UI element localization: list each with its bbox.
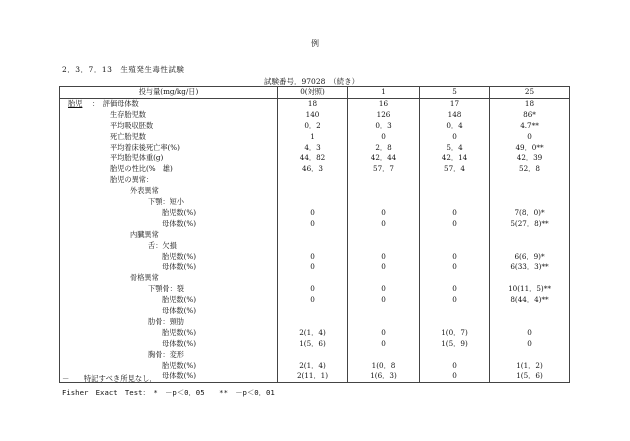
value-cell: 0 (420, 262, 490, 273)
footnote-no-findings: － 特記すべき所見なし． (62, 374, 157, 383)
value-cell: 4.7** (490, 121, 570, 132)
header-dose-25: 25 (490, 87, 570, 99)
value-cell: 46．3 (278, 164, 348, 175)
row-label-cell (60, 208, 278, 219)
table-row (60, 98, 570, 109)
value-cell: 0 (278, 284, 348, 295)
value-cell (348, 350, 420, 361)
row-label: 死亡胎児数 (110, 131, 146, 141)
value-cell: 0 (348, 262, 420, 273)
value-cell (420, 186, 490, 197)
row-label-cell (60, 295, 278, 306)
value-cell: 16 (348, 98, 420, 109)
row-label: 肋骨：頸肋 (148, 316, 184, 326)
row-label-cell (60, 164, 278, 175)
value-cell: 10(11．5)** (490, 284, 570, 295)
table-row (60, 219, 570, 230)
row-label: 内臓異常 (130, 229, 159, 239)
value-cell (278, 350, 348, 361)
value-cell: 1(5．9) (420, 339, 490, 350)
value-cell: 49．0** (490, 143, 570, 154)
value-cell (278, 230, 348, 241)
value-cell: 0 (490, 132, 570, 143)
table-row (60, 361, 570, 372)
row-label-cell (60, 339, 278, 350)
value-cell (490, 230, 570, 241)
value-cell (420, 273, 490, 284)
table-row (60, 121, 570, 132)
value-cell (278, 306, 348, 317)
header-dose-1: 1 (348, 87, 420, 99)
value-cell: 0 (348, 328, 420, 339)
table-row (60, 262, 570, 273)
table-row (60, 295, 570, 306)
value-cell (490, 175, 570, 186)
value-cell (490, 306, 570, 317)
value-cell (420, 306, 490, 317)
value-cell (490, 241, 570, 252)
table-row (60, 273, 570, 284)
header-control: 0(対照) (278, 87, 348, 99)
value-cell: 0 (420, 361, 490, 372)
section-title: 2．3．7．13 生殖発生毒性試験 (62, 65, 185, 74)
value-cell: 0 (420, 208, 490, 219)
row-label: 舌：欠損 (148, 240, 177, 250)
row-label-cell (60, 175, 278, 186)
value-cell: 0 (348, 284, 420, 295)
value-cell: 0 (278, 262, 348, 273)
value-cell: 2(11．1) (278, 371, 348, 382)
table-row (60, 252, 570, 263)
row-label: 生存胎児数 (110, 109, 146, 119)
value-cell (490, 197, 570, 208)
table-row (60, 284, 570, 295)
value-cell: 0 (278, 295, 348, 306)
row-label-cell (60, 241, 278, 252)
row-label-cell (60, 230, 278, 241)
table-row (60, 208, 570, 219)
value-cell (490, 350, 570, 361)
row-label-cell (60, 350, 278, 361)
row-label: 下顎：短小 (148, 197, 184, 207)
value-cell: 1(5．6) (490, 371, 570, 382)
value-cell: 0．3 (348, 121, 420, 132)
value-cell: 1(0．7) (420, 328, 490, 339)
row-label: 胸骨：変形 (148, 349, 184, 359)
value-cell: 0 (348, 339, 420, 350)
value-cell: 0 (420, 132, 490, 143)
table-row (60, 306, 570, 317)
row-label: 平均胎児体重(g) (110, 153, 164, 163)
value-cell (348, 241, 420, 252)
value-cell (420, 317, 490, 328)
table-header-row (60, 87, 570, 99)
value-cell: 0 (348, 132, 420, 143)
row-label-cell (60, 143, 278, 154)
row-label-cell (60, 317, 278, 328)
footnote-statistics: Fisher Exact Test： * －p＜0．05 ** －p＜0．01 (62, 388, 275, 397)
table-row (60, 175, 570, 186)
row-label: 母体数(%) (162, 306, 197, 316)
row-label: 胎児数(%) (162, 295, 197, 305)
row-label-cell (60, 219, 278, 230)
row-label: 母体数(%) (162, 371, 197, 381)
value-cell: 0 (490, 328, 570, 339)
row-label-cell (60, 284, 278, 295)
row-label-cell (60, 273, 278, 284)
row-label: 平均吸収胚数 (110, 120, 154, 130)
table-row (60, 186, 570, 197)
value-cell (348, 197, 420, 208)
value-cell: 0 (420, 252, 490, 263)
row-category: 胎児 (68, 98, 83, 108)
row-label: 母体数(%) (162, 338, 197, 348)
value-cell: 1 (278, 132, 348, 143)
value-cell: 8(44．4)** (490, 295, 570, 306)
table-row (60, 350, 570, 361)
row-label: 胎児の性比(% 雄) (110, 164, 173, 174)
value-cell (420, 241, 490, 252)
table-row (60, 164, 570, 175)
row-label-cell (60, 121, 278, 132)
value-cell (278, 273, 348, 284)
row-label-cell (60, 252, 278, 263)
value-cell: 44．82 (278, 153, 348, 164)
table-row (60, 110, 570, 121)
row-label: 胎児数(%) (162, 251, 197, 261)
value-cell (420, 350, 490, 361)
value-cell (278, 317, 348, 328)
table-row (60, 143, 570, 154)
row-label-cell (60, 262, 278, 273)
value-cell: 2．8 (348, 143, 420, 154)
value-cell: 42．44 (348, 153, 420, 164)
value-cell (348, 317, 420, 328)
value-cell (490, 317, 570, 328)
value-cell: 42．14 (420, 153, 490, 164)
value-cell (278, 175, 348, 186)
row-label: ： 評価母体数 (92, 98, 139, 108)
table-row (60, 328, 570, 339)
value-cell: 0 (420, 219, 490, 230)
value-cell: 18 (490, 98, 570, 109)
row-label-cell (60, 132, 278, 143)
value-cell: 2(1．4) (278, 328, 348, 339)
value-cell (490, 186, 570, 197)
value-cell: 86* (490, 110, 570, 121)
value-cell: 0 (348, 252, 420, 263)
value-cell (278, 241, 348, 252)
value-cell: 57．7 (348, 164, 420, 175)
value-cell: 0 (490, 339, 570, 350)
row-label: 骨格異常 (130, 273, 159, 283)
value-cell: 18 (278, 98, 348, 109)
value-cell: 5．4 (420, 143, 490, 154)
page-heading: 例 (311, 39, 319, 48)
row-label: 母体数(%) (162, 262, 197, 272)
value-cell: 0 (348, 208, 420, 219)
value-cell (348, 175, 420, 186)
value-cell: 0 (420, 284, 490, 295)
row-label: 胎児数(%) (162, 327, 197, 337)
table-row (60, 339, 570, 350)
row-label-cell (60, 110, 278, 121)
value-cell: 0．2 (278, 121, 348, 132)
value-cell: 17 (420, 98, 490, 109)
header-dose: 投与量(mg/kg/日) (60, 87, 278, 99)
row-label: 胎児数(%) (162, 207, 197, 217)
table-row (60, 230, 570, 241)
row-label-cell (60, 98, 278, 109)
value-cell: 4．3 (278, 143, 348, 154)
table-row (60, 132, 570, 143)
table-row (60, 153, 570, 164)
value-cell (348, 306, 420, 317)
value-cell: 140 (278, 110, 348, 121)
value-cell (420, 197, 490, 208)
table-row (60, 197, 570, 208)
value-cell: 0．4 (420, 121, 490, 132)
row-label-cell (60, 361, 278, 372)
value-cell: 57．4 (420, 164, 490, 175)
value-cell (348, 273, 420, 284)
value-cell (278, 197, 348, 208)
value-cell: 0 (278, 219, 348, 230)
value-cell: 148 (420, 110, 490, 121)
value-cell: 42．39 (490, 153, 570, 164)
value-cell: 6(33．3)** (490, 262, 570, 273)
value-cell: 7(8．0)* (490, 208, 570, 219)
study-number: 試験番号．97028 （続き） (264, 77, 360, 86)
value-cell: 1(6．3) (348, 371, 420, 382)
value-cell: 126 (348, 110, 420, 121)
value-cell: 2(1．4) (278, 361, 348, 372)
row-label: 平均着床後死亡率(%) (110, 142, 180, 152)
header-dose-5: 5 (420, 87, 490, 99)
value-cell: 0 (348, 295, 420, 306)
row-label-cell (60, 186, 278, 197)
value-cell: 0 (420, 295, 490, 306)
value-cell (420, 230, 490, 241)
value-cell: 1(5．6) (278, 339, 348, 350)
row-label: 外表異常 (130, 186, 159, 196)
toxicity-table (59, 86, 570, 383)
row-label: 胎児数(%) (162, 360, 197, 370)
row-label-cell (60, 153, 278, 164)
value-cell: 1(0．8 (348, 361, 420, 372)
value-cell: 5(27．8)** (490, 219, 570, 230)
value-cell: 6(6．9)* (490, 252, 570, 263)
value-cell (348, 230, 420, 241)
value-cell (490, 273, 570, 284)
value-cell (420, 175, 490, 186)
value-cell: 0 (348, 219, 420, 230)
row-label: 母体数(%) (162, 218, 197, 228)
row-label-cell (60, 328, 278, 339)
value-cell: 0 (420, 371, 490, 382)
value-cell (348, 186, 420, 197)
row-label-cell (60, 197, 278, 208)
value-cell: 0 (278, 252, 348, 263)
row-label: 胎児の異常： (110, 175, 154, 185)
row-label-cell (60, 306, 278, 317)
value-cell: 52．8 (490, 164, 570, 175)
value-cell: 0 (278, 208, 348, 219)
table-row (60, 241, 570, 252)
table-row (60, 317, 570, 328)
value-cell: 1(1．2) (490, 361, 570, 372)
value-cell (278, 186, 348, 197)
row-label: 下顎骨：裂 (148, 284, 184, 294)
